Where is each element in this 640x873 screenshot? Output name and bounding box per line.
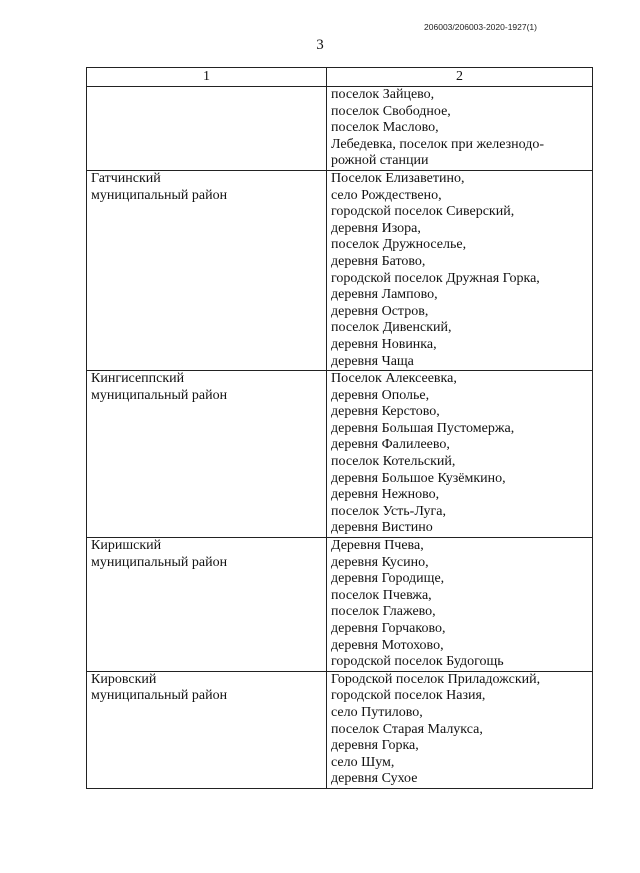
- settlement-line: поселок Зайцево,: [331, 87, 435, 102]
- table-body: [87, 87, 593, 789]
- settlement-line: поселок Котельский,: [331, 454, 456, 470]
- settlement-line: деревня Большая Пустомержа,: [331, 420, 515, 436]
- settlements-cell: [327, 371, 593, 538]
- settlement-line: деревня Горка,: [331, 738, 419, 754]
- district-name-line: муниципальный район: [91, 688, 228, 704]
- settlements-cell: [327, 87, 593, 171]
- settlement-line: поселок Свободное,: [331, 103, 451, 119]
- settlement-line: деревня Сухое: [331, 771, 418, 787]
- settlement-line: деревня Вистино: [331, 520, 433, 536]
- settlement-line: село Путилово,: [331, 704, 423, 720]
- settlement-line: село Рождествено,: [331, 187, 442, 203]
- table-row: [87, 371, 593, 538]
- settlement-line: рожной станции: [331, 153, 429, 169]
- district-cell: [87, 671, 327, 788]
- settlement-line: деревня Большое Кузёмкино,: [331, 470, 506, 486]
- settlement-line: Поселок Алексеевка,: [331, 371, 457, 387]
- settlements-cell: [327, 538, 593, 672]
- district-cell: [87, 87, 327, 171]
- settlement-line: поселок Дивенский,: [331, 320, 452, 336]
- table-header-row: [87, 68, 593, 87]
- settlement-line: деревня Лампово,: [331, 287, 438, 303]
- settlement-line: городской поселок Назия,: [331, 688, 486, 704]
- district-cell: [87, 170, 327, 370]
- settlement-line: поселок Дружноселье,: [331, 237, 467, 253]
- settlement-line: село Шум,: [331, 754, 395, 770]
- column-header-1: 1: [87, 68, 327, 87]
- settlement-line: деревня Горчаково,: [331, 621, 446, 636]
- settlement-line: городской поселок Сиверский,: [331, 204, 515, 220]
- table-row: [87, 671, 593, 788]
- settlement-line: городской поселок Будогощь: [331, 654, 504, 670]
- settlement-line: деревня Ополье,: [331, 387, 430, 403]
- district-name-line: муниципальный район: [91, 554, 228, 570]
- settlement-line: Городской поселок Приладожский,: [331, 671, 541, 687]
- settlement-line: деревня Остров,: [331, 303, 429, 319]
- document-id: 206003/206003-2020-1927(1): [424, 22, 537, 32]
- settlement-line: поселок Усть-Луга,: [331, 503, 446, 519]
- settlement-line: деревня Новинка,: [331, 336, 437, 352]
- column-header-2: 2: [327, 68, 593, 87]
- settlement-line: Поселок Елизаветино,: [331, 170, 465, 186]
- settlement-line: деревня Кусино,: [331, 554, 429, 570]
- settlements-cell: [327, 671, 593, 788]
- settlement-line: деревня Керстово,: [331, 404, 440, 420]
- settlement-line: поселок Глажево,: [331, 604, 436, 620]
- settlement-line: деревня Нежново,: [331, 487, 440, 503]
- settlement-line: деревня Фалилеево,: [331, 437, 450, 453]
- settlement-line: городской поселок Дружная Горка,: [331, 270, 540, 286]
- district-name-line: Кировский: [91, 671, 157, 687]
- district-name-line: Киришский: [91, 538, 162, 554]
- district-name-line: муниципальный район: [91, 387, 228, 403]
- settlement-line: деревня Изора,: [331, 220, 421, 236]
- settlement-line: поселок Маслово,: [331, 120, 439, 136]
- settlement-line: деревня Чаща: [331, 353, 414, 369]
- district-name-line: Кингисеппский: [91, 371, 185, 387]
- district-cell: [87, 538, 327, 672]
- settlement-line: деревня Батово,: [331, 253, 426, 269]
- table-row: [87, 538, 593, 672]
- settlement-line: деревня Городище,: [331, 571, 445, 587]
- district-cell: [87, 371, 327, 538]
- table-row: [87, 87, 593, 171]
- settlements-cell: [327, 170, 593, 370]
- settlement-line: деревня Мотохово,: [331, 637, 444, 653]
- settlement-line: Деревня Пчева,: [331, 538, 424, 554]
- settlement-line: поселок Пчевжа,: [331, 587, 432, 603]
- district-name-line: муниципальный район: [91, 187, 228, 203]
- table-row: [87, 170, 593, 370]
- page-number: 3: [316, 37, 324, 53]
- settlement-line: Лебедевка, поселок при железнодо-: [331, 136, 545, 152]
- district-name-line: Гатчинский: [91, 170, 161, 186]
- settlement-line: поселок Старая Малукса,: [331, 721, 483, 737]
- settlements-table: [86, 67, 593, 789]
